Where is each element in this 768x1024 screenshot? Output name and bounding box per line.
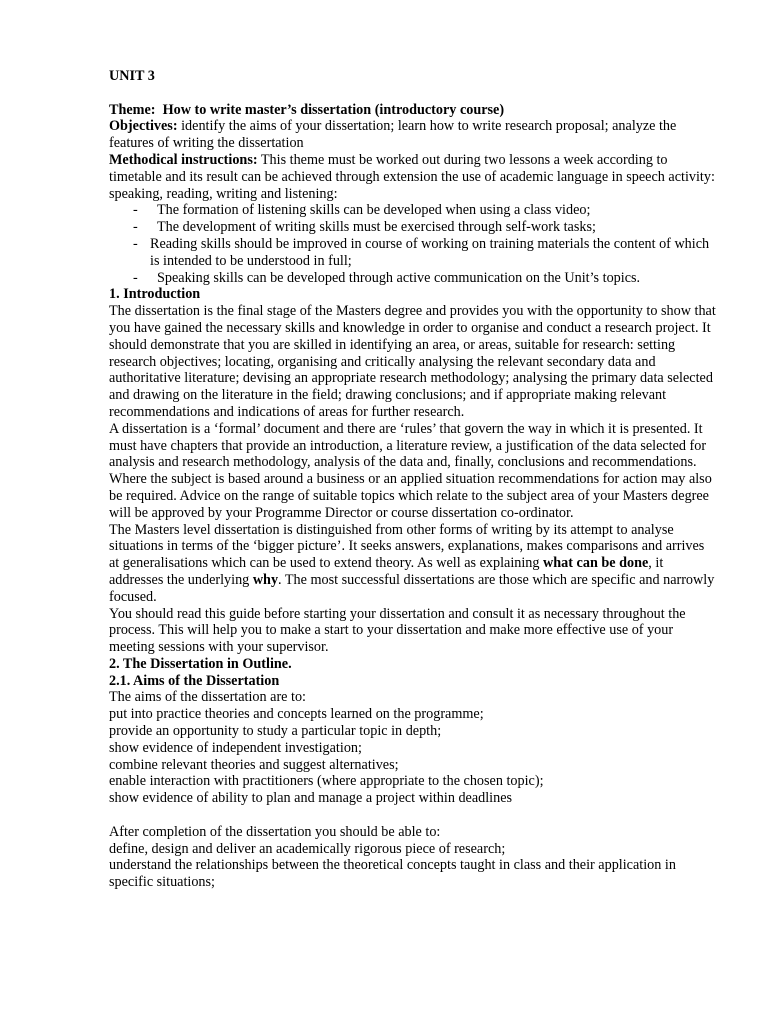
paragraph-gap — [109, 807, 718, 824]
intro-p3-bold-2: why — [252, 571, 279, 588]
intro-p3-bold-1: what can be done — [543, 555, 649, 572]
list-item-text: The development of writing skills must be exercised through self-work tasks; — [157, 219, 596, 236]
list-item — [109, 236, 718, 270]
objectives-text: identify the aims of your dissertation; learn how to write research proposal; analyze the features of writing the dissertation — [109, 118, 677, 152]
objectives-label: Objectives: — [109, 118, 178, 135]
dash-marker: - — [133, 219, 138, 236]
list-item — [109, 219, 718, 236]
aim-item: enable interaction with practitioners (where appropriate to the chosen topic); — [109, 773, 544, 790]
aim-item: provide an opportunity to study a particular topic in depth; — [109, 723, 442, 740]
intro-p3-text-d: . The most successful dissertations are those which are specific and narrowly focused. — [109, 571, 715, 605]
methodical-paragraph — [109, 152, 718, 202]
theme-line — [109, 102, 718, 119]
outline-heading: 2. The Dissertation in Outline. — [109, 655, 292, 672]
dash-marker: - — [133, 269, 138, 286]
aims-heading: 2.1. Aims of the Dissertation — [109, 672, 280, 689]
list-item-text: Speaking skills can be developed through active communication on the Unit’s topics. — [157, 269, 641, 286]
list-item — [109, 270, 718, 287]
aim-item: put into practice theories and concepts learned on the programme; — [109, 706, 484, 723]
intro-p3-text-a: The Masters level dissertation is distinguished from other forms of writing by its attempt to analyse situations in terms of the ‘bigger picture’. It seeks answers, explanations, makes comparisons and arrives at generalisations which can be used to extend theory. As well as explaining — [109, 521, 705, 572]
after-item: understand the relationships between the theoretical concepts taught in class and their application in specific situations; — [109, 857, 676, 891]
after-item: define, design and deliver an academically rigorous piece of research; — [109, 840, 506, 857]
intro-paragraph-3 — [109, 522, 718, 606]
intro-p3-text-c: , it addresses the underlying — [109, 555, 664, 588]
list-item — [109, 202, 718, 219]
intro-paragraph-4: You should read this guide before starting your dissertation and consult it as necessary throughout the process. This will help you to make a start to your dissertation and make more effective use of your meeting sessions with your supervisor. — [109, 605, 686, 656]
aim-item: show evidence of independent investigation; — [109, 739, 362, 756]
list-item-text: Reading skills should be improved in course of working on training materials the content of which is intended to be understood in full; — [150, 235, 710, 269]
intro-paragraph-1: The dissertation is the final stage of the Masters degree and provides you with the opportunity to show that you have gained the necessary skills and knowledge in order to organise and conduct a research project. It should demonstrate that you are skilled in identifying an area, or areas, suitable for research: setting research objectives; locating, organising and critically analysing the relevant secondary data and authoritative literature; devising an appropriate research methodology; analysing the primary data selected and drawing on the literature in the field; drawing conclusions; and if appropriate making relevant recommendations and indications of areas for further research. — [109, 303, 716, 420]
introduction-heading: 1. Introduction — [109, 286, 201, 303]
aim-item: combine relevant theories and suggest alternatives; — [109, 756, 399, 773]
methodical-label: Methodical instructions: — [109, 151, 258, 168]
objectives-paragraph — [109, 118, 718, 152]
theme-text: How to write master’s dissertation (introductory course) — [162, 101, 505, 118]
intro-paragraph-2: A dissertation is a ‘formal’ document and there are ‘rules’ that govern the way in which it is presented. It must have chapters that provide an introduction, a literature review, a justification of the data selected for analysis and research methodology, analysis of the data and, finally, conclusions and recommendations. Where the subject is based around a business or an applied situation recommendations for action may also be required. Advice on the range of suitable topics which relate to the subject area of your Masters degree will be approved by your Programme Director or course dissertation co-ordinator. — [109, 420, 712, 521]
dash-marker: - — [133, 202, 138, 219]
theme-label: Theme: — [109, 101, 156, 118]
list-item-text: The formation of listening skills can be developed when using a class video; — [157, 202, 591, 219]
skills-list — [109, 202, 718, 286]
methodical-text: This theme must be worked out during two lessons a week according to timetable and its result can be achieved through extension the use of academic language in speech activity: speaking, reading, writing and listening: — [109, 151, 715, 202]
aims-intro: The aims of the dissertation are to: — [109, 689, 306, 706]
unit-title: UNIT 3 — [109, 68, 155, 84]
after-intro: After completion of the dissertation you should be able to: — [109, 823, 441, 840]
aim-item: show evidence of ability to plan and manage a project within deadlines — [109, 790, 513, 807]
dash-marker: - — [133, 235, 138, 252]
